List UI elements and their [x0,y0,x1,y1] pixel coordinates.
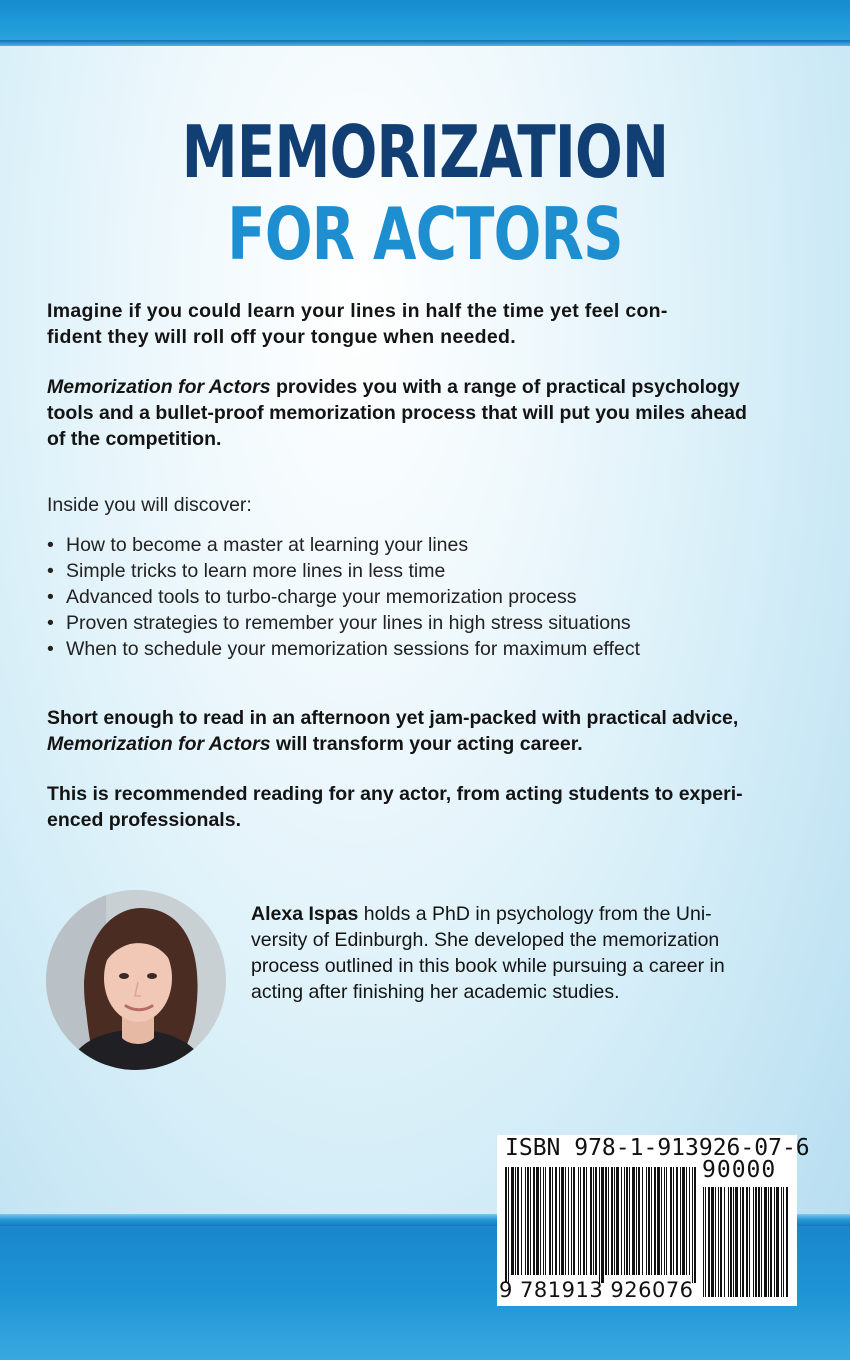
barcode-bar [511,1167,514,1275]
description-line-3: of the competition. [47,428,222,450]
list-item: • How to become a master at learning your lines [47,532,792,558]
barcode-bar [552,1167,553,1275]
barcode-addon-bar [708,1187,710,1297]
discover-label: Inside you will discover: [47,494,252,516]
barcode-bar [571,1167,572,1275]
barcode-bar [680,1167,681,1275]
barcode-addon-bar [742,1187,744,1297]
barcode-addon-bar [718,1187,719,1297]
barcode-bar [648,1167,650,1275]
top-band-stripe [0,40,850,46]
list-item: • Advanced tools to turbo-charge your memorization process [47,584,792,610]
barcode-addon-bar [711,1187,714,1297]
barcode-addon-bar [733,1187,734,1297]
author-bio-line-2: versity of Edinburgh. She developed the memorization [251,929,720,951]
barcode-addon-bar [715,1187,716,1297]
author-bio [251,901,796,1005]
barcode-bar [561,1167,564,1275]
barcode-addon-bar [730,1187,732,1297]
barcode-bar [636,1167,637,1275]
barcode-bar [521,1167,522,1275]
barcode-addon-bar [774,1187,775,1297]
barcode-bar [599,1167,600,1283]
barcode-addon-bar [758,1187,760,1297]
description-line-1 [47,374,792,400]
intro-line-1: Imagine if you could learn your lines in half the time yet feel con- [47,300,668,322]
barcode-bar [505,1167,507,1283]
recommendation-line-2: enced professionals. [47,809,241,831]
barcode-bar [515,1167,516,1275]
barcode-bar [583,1167,585,1275]
barcode-addon-bar [735,1187,738,1297]
barcode-bar [508,1167,509,1283]
title-line-2: FOR ACTORS [227,192,623,276]
barcode-bar [614,1167,615,1275]
description-line-1-rest: provides you with a range of practical psychology [270,376,740,398]
barcode-addon-bar [783,1187,784,1297]
barcode-bar [549,1167,551,1275]
barcode-bar [580,1167,581,1275]
barcode-bar [676,1167,678,1275]
top-color-band [0,0,850,40]
summary-line-2 [47,731,792,757]
barcode-bar [692,1167,693,1283]
barcode-addon-bar [720,1187,722,1297]
barcode-bar [578,1167,579,1275]
barcode-bar [624,1167,625,1275]
barcode-bar [654,1167,656,1275]
barcode-addon-bar [781,1187,782,1297]
description-line-2: tools and a bullet-proof memorization process that will put you miles ahead [47,402,747,424]
book-title-inline: Memorization for Actors [47,733,271,755]
barcode-bar [530,1167,531,1275]
barcode-bar [586,1167,587,1275]
barcode-bar [605,1167,607,1275]
barcode-bar [638,1167,640,1275]
price-code: 90000 [702,1157,777,1183]
barcode-bar [666,1167,667,1275]
barcode-bar [632,1167,635,1275]
list-item: • Proven strategies to remember your lines in high stress situations [47,610,792,636]
barcode-addon-bar [755,1187,757,1297]
isbn-barcode [497,1135,810,1306]
barcode-bar [673,1167,674,1275]
author-bio-line-4: acting after finishing her academic studies. [251,981,620,1003]
summary-line-2-rest: will transform your acting career. [270,733,583,755]
barcode-addon-bar [786,1187,788,1297]
barcode-bar [517,1167,519,1275]
barcode-bar [601,1167,604,1283]
barcode-bar [543,1167,544,1275]
barcode-bar [646,1167,647,1275]
barcode-bar [536,1167,539,1275]
barcode-bar [590,1167,592,1275]
barcode-bar [595,1167,597,1275]
author-photo-illustration [46,890,226,1070]
barcode-bar [621,1167,622,1275]
barcode-addon-bar [705,1187,706,1297]
barcode-bar [657,1167,660,1275]
barcode-bar [608,1167,609,1275]
barcode-bar [533,1167,535,1275]
barcode-bar [629,1167,630,1275]
summary-paragraph [47,705,792,757]
barcode-bar [616,1167,619,1275]
author-bio-line-1 [251,901,796,927]
list-item: • Simple tricks to learn more lines in less time [47,558,792,584]
barcode-bar [525,1167,526,1275]
barcode-bar [651,1167,652,1275]
title-line-1: MEMORIZATION [181,110,669,194]
barcode-bar [661,1167,662,1275]
barcode-bar [593,1167,594,1275]
barcode-bar [682,1167,685,1275]
ean-digits: 9 781913 926076 [499,1278,694,1302]
barcode-addon-bar [749,1187,750,1297]
barcode-addon-bar [761,1187,762,1297]
barcode-addon-bar [728,1187,729,1297]
barcode-bar [545,1167,546,1275]
summary-line-1: Short enough to read in an afternoon yet jam-packed with practical advice, [47,707,739,729]
barcode-addon-bar [753,1187,754,1297]
barcode-bar [527,1167,529,1275]
author-name: Alexa Ispas [251,903,359,925]
barcode-bar [686,1167,687,1275]
barcode-addon-bar [768,1187,769,1297]
barcode-bar [573,1167,575,1275]
barcode-bar [555,1167,557,1275]
barcode-addon-bar [724,1187,725,1297]
barcode-addon-bar [776,1187,779,1297]
barcode-bar [540,1167,541,1275]
recommendation-line-1: This is recommended reading for any actor, from acting students to experi- [47,783,743,805]
barcode-bar [642,1167,643,1275]
author-bio-line-1-rest: holds a PhD in psychology from the Uni- [358,903,712,925]
barcode-bar [559,1167,560,1275]
book-title-inline: Memorization for Actors [47,376,271,398]
barcode-bar [694,1167,696,1283]
barcode-bar [568,1167,569,1275]
author-portrait-icon [46,890,226,1070]
intro-line-2: fident they will roll off your tongue when needed. [47,326,516,348]
isbn-label: ISBN 978-1-913926-07-6 [505,1135,810,1161]
barcode-bar [565,1167,566,1275]
recommendation-paragraph [47,781,792,833]
barcode-bar [664,1167,665,1275]
barcode-bar [670,1167,672,1275]
intro-paragraph [47,298,792,350]
barcode-addon-bar [746,1187,748,1297]
barcode-addon-bar [703,1187,704,1297]
feature-list [47,532,792,662]
barcode-bar [626,1167,628,1275]
barcode-addon-bar [764,1187,767,1297]
author-bio-line-3: process outlined in this book while pursuing a career in [251,955,725,977]
barcode-addon-bar [770,1187,772,1297]
barcode-bar [611,1167,613,1275]
description-paragraph [47,374,792,452]
list-item: • When to schedule your memorization sessions for maximum effect [47,636,792,662]
barcode-bar [689,1167,690,1275]
barcode-addon-bar [740,1187,741,1297]
